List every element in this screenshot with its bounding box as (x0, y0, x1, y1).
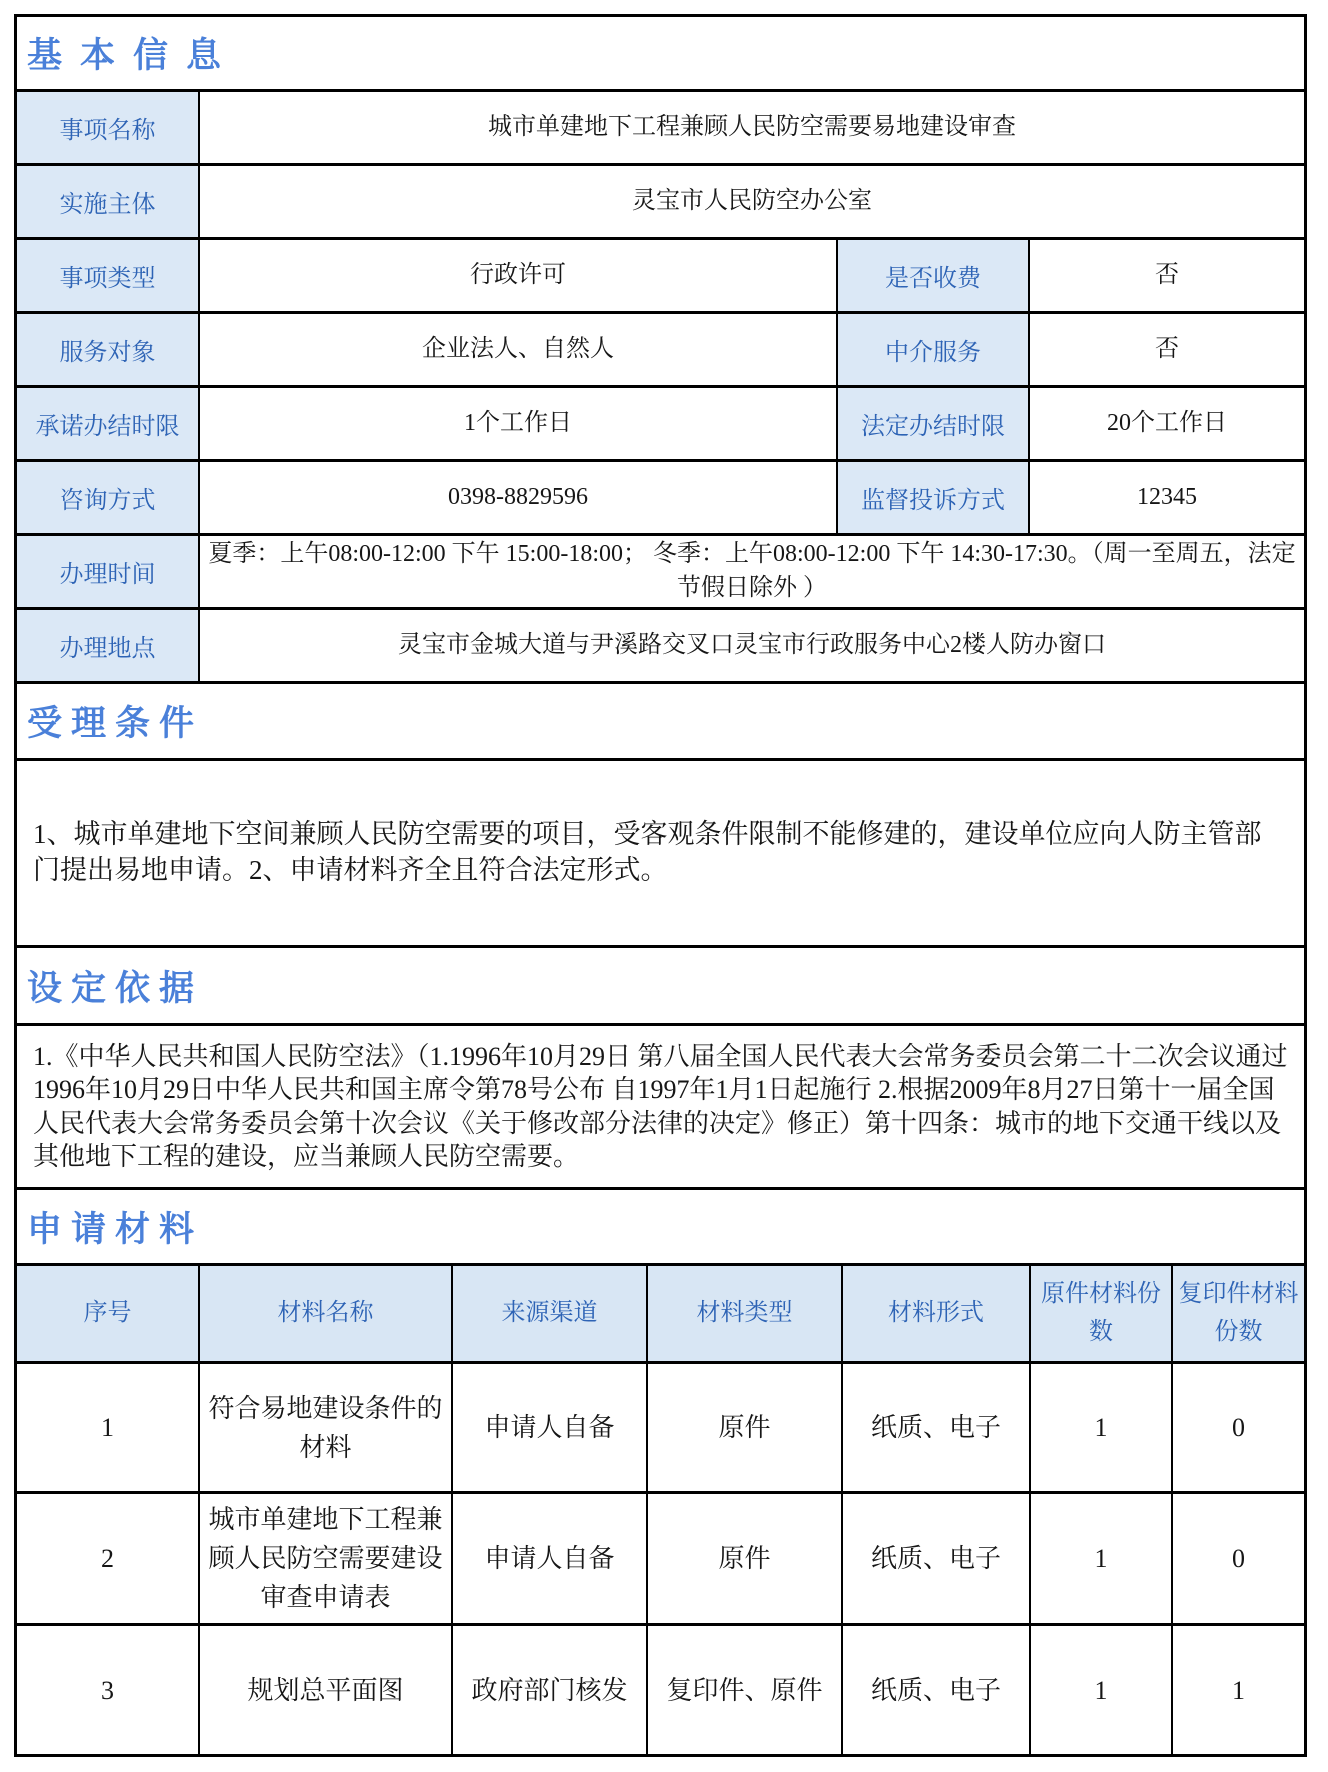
materials-cell-copy-count: 0 (1173, 1494, 1304, 1623)
field-value-office-hours: 夏季：上午08:00-12:00 下午 15:00-18:00； 冬季：上午08:00-12:00 下午 14:30-17:30。（周一至周五，法定节假日除外 ） (200, 536, 1304, 607)
materials-cell-seq: 1 (17, 1364, 200, 1491)
field-label-item-name: 事项名称 (17, 92, 200, 163)
field-value-implementer: 灵宝市人民防空办公室 (200, 166, 1304, 237)
field-value-item-name: 城市单建地下工程兼顾人民防空需要易地建设审查 (200, 92, 1304, 163)
field-label-legal-time: 法定办结时限 (836, 388, 1030, 459)
section-title-materials (17, 1187, 1304, 1263)
materials-table-row (17, 1491, 1304, 1623)
materials-cell-type: 原件 (648, 1364, 843, 1491)
acceptance-text: 1、城市单建地下空间兼顾人民防空需要的项目，受客观条件限制不能修建的，建设单位应向人防主管部门提出易地申请。2、申请材料齐全且符合法定形式。 (33, 819, 1262, 885)
materials-table-header (17, 1263, 1304, 1361)
materials-cell-form: 纸质、电子 (843, 1626, 1031, 1754)
materials-header-name: 材料名称 (200, 1266, 453, 1361)
section-title-acceptance (17, 681, 1304, 758)
materials-cell-name: 规划总平面图 (200, 1626, 453, 1754)
row-implementer (17, 163, 1304, 237)
materials-cell-name: 城市单建地下工程兼顾人民防空需要建设审查申请表 (200, 1494, 453, 1623)
materials-cell-copy-count: 0 (1173, 1364, 1304, 1491)
acceptance-content (17, 758, 1304, 945)
materials-cell-source: 申请人自备 (453, 1494, 648, 1623)
field-value-intermediary: 否 (1030, 314, 1304, 385)
row-item-type-charge (17, 237, 1304, 311)
field-value-service-target: 企业法人、自然人 (200, 314, 836, 385)
section-title-text: 受理条件 (27, 704, 204, 743)
materials-cell-seq: 2 (17, 1494, 200, 1623)
field-label-service-target: 服务对象 (17, 314, 200, 385)
field-value-complaint: 12345 (1030, 462, 1304, 533)
section-title-text: 设定依据 (27, 968, 204, 1008)
materials-cell-copy-count: 1 (1173, 1626, 1304, 1754)
materials-cell-type: 原件 (648, 1494, 843, 1623)
row-office-hours (17, 533, 1304, 607)
materials-header-source: 来源渠道 (453, 1266, 648, 1361)
service-info-sheet (14, 14, 1307, 1757)
field-label-intermediary: 中介服务 (836, 314, 1030, 385)
field-label-item-type: 事项类型 (17, 240, 200, 311)
field-label-office-address: 办理地点 (17, 610, 200, 681)
materials-header-form: 材料形式 (843, 1266, 1031, 1361)
field-label-complaint: 监督投诉方式 (836, 462, 1030, 533)
section-title-basic-info (17, 17, 1304, 89)
materials-cell-source: 政府部门核发 (453, 1626, 648, 1754)
materials-header-original-count: 原件材料份数 (1031, 1266, 1173, 1361)
row-service-target-intermediary (17, 311, 1304, 385)
materials-cell-source: 申请人自备 (453, 1364, 648, 1491)
field-value-promised-time: 1个工作日 (200, 388, 836, 459)
row-time-limits (17, 385, 1304, 459)
field-value-charge: 否 (1030, 240, 1304, 311)
materials-header-copy-count: 复印件材料份数 (1173, 1266, 1304, 1361)
field-label-charge: 是否收费 (836, 240, 1030, 311)
section-title-text: 基本信息 (27, 36, 240, 75)
row-item-name (17, 89, 1304, 163)
section-title-basis (17, 945, 1304, 1023)
basis-content (17, 1023, 1304, 1187)
materials-header-type: 材料类型 (648, 1266, 843, 1361)
materials-cell-name: 符合易地建设条件的材料 (200, 1364, 453, 1491)
materials-table-row (17, 1623, 1304, 1754)
materials-cell-type: 复印件、原件 (648, 1626, 843, 1754)
materials-cell-seq: 3 (17, 1626, 200, 1754)
materials-table-row (17, 1361, 1304, 1491)
field-label-consult: 咨询方式 (17, 462, 200, 533)
field-value-consult: 0398-8829596 (200, 462, 836, 533)
row-consult-complaint (17, 459, 1304, 533)
field-label-implementer: 实施主体 (17, 166, 200, 237)
field-value-legal-time: 20个工作日 (1030, 388, 1304, 459)
materials-header-seq: 序号 (17, 1266, 200, 1361)
field-label-office-hours: 办理时间 (17, 536, 200, 607)
field-label-promised-time: 承诺办结时限 (17, 388, 200, 459)
materials-cell-original-count: 1 (1031, 1626, 1173, 1754)
basis-text: 1.《中华人民共和国人民防空法》（1.1996年10月29日 第八届全国人民代表大会常务委员会第二十二次会议通过 1996年10月29日中华人民共和国主席令第78号公布 自1997年1月1日起施行 2.根据2009年8月27日第十一届全国人民代表大会常务委员会第十次会议《关于修改部分法律的决定》修正）第十四条：城市的地下交通干线以及其他地下工程的建设，应当兼顾人民防空需要。 (33, 1041, 1288, 1171)
materials-cell-original-count: 1 (1031, 1494, 1173, 1623)
materials-cell-form: 纸质、电子 (843, 1494, 1031, 1623)
materials-cell-original-count: 1 (1031, 1364, 1173, 1491)
row-office-address (17, 607, 1304, 681)
section-title-text: 申请材料 (27, 1209, 204, 1249)
field-value-office-address: 灵宝市金城大道与尹溪路交叉口灵宝市行政服务中心2楼人防办窗口 (200, 610, 1304, 681)
materials-cell-form: 纸质、电子 (843, 1364, 1031, 1491)
field-value-item-type: 行政许可 (200, 240, 836, 311)
